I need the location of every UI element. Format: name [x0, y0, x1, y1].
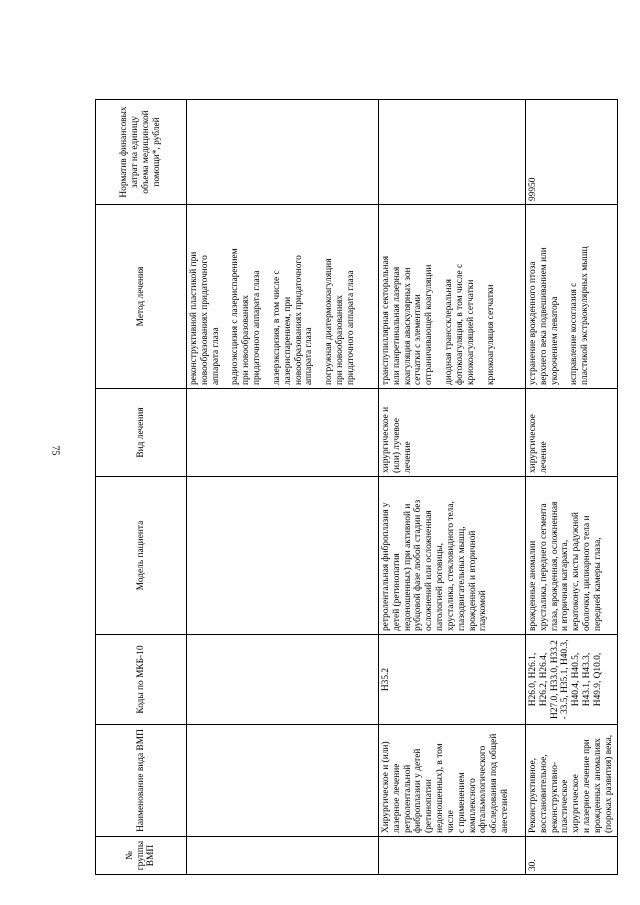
method-item: реконструктивной пластикой при новообразованиях придаточного аппарата глаза — [189, 251, 221, 385]
norm-cell: 99950 — [526, 100, 618, 205]
header-norm: Норматив финансовых затрат на единицу объема медицинской помощи*, рублей — [96, 100, 187, 205]
method-item: исправление косоглазия с пластикой экстраокулярных мышц — [569, 246, 591, 385]
page-number: 75 — [49, 445, 61, 456]
header-type: Вид лечения — [96, 389, 187, 477]
icd-codes-cell: H26.0, H26.1, H26.2, H26.4, H27.0, H33.0, H33.2 - 33.5, H35.1, H40.3, H40.4, H40.5, H43.1, H43.3, H49.9, Q10.0, — [526, 635, 618, 725]
header-model: Модель пациента — [96, 477, 187, 635]
group-number-cell: 30. — [526, 837, 618, 875]
vmp-name-cell: Реконструктивное, восстановительное, реконструктивно- пластическое хирургическое и лазерное лечение при врожденных аномалиях (пороках развития) века, — [526, 725, 618, 837]
method-item: транспупиллярная секторальная или панретинальная лазерная коагуляция аваскулярных зон сетчатки с элементами отграничивающей коагуляции — [381, 255, 435, 385]
table-row — [379, 100, 526, 875]
method-item: устранение врожденного птоза верхнего века подвешиванием или укорочением леватора — [528, 247, 560, 385]
header-group: № группы ВМП — [96, 837, 187, 875]
method-item: погружная диатермокоагуляция при новообразованиях придаточного аппарата глаза — [324, 258, 356, 385]
patient-model-cell: врожденные аномалии хрусталика, переднего сегмента глаза, врожденная, осложненная и вторичная катаракта, кератоконус, кисты радужной оболочки, цилиарного тела и передней камеры глаза, — [526, 477, 618, 635]
method-cell — [526, 205, 618, 389]
treatment-type-cell: хирургическое и (или) лучевое лечение — [379, 389, 526, 477]
table-row — [187, 100, 379, 875]
method-item: криокоагуляция сетчатки — [485, 284, 496, 385]
vmp-table — [95, 99, 618, 875]
table-header-row — [96, 100, 187, 875]
table-row — [526, 100, 618, 875]
header-name: Наименование вида ВМП — [96, 725, 187, 837]
header-codes: Коды по МКБ-10 — [96, 635, 187, 725]
method-item: радиоэксцизия с лазериспарением при новообразованиях придаточного аппарата глаза — [230, 248, 263, 385]
method-cell — [187, 205, 379, 389]
icd-codes-cell: H35.2 — [379, 635, 526, 725]
treatment-type-cell: хирургическое лечение — [526, 389, 618, 477]
patient-model-cell: ретролентальная фиброплазия у детей (ретинопатия недоношенных) при активной и рубцовой фазе любой стадии без осложнений или осложненная патологией роговицы, хрусталика, стекловидного тела, глазодвигательных мышц, врожденной и вторичной глаукомой — [379, 477, 526, 635]
header-method: Метод лечения — [96, 205, 187, 389]
method-cell — [379, 205, 526, 389]
vmp-name-cell: Хирургическое и (или) лазерное лечение ретролентальной фиброплазии у детей (ретинопатии недоношенных), в том числе с применением комплексного офтальмологического обследования под общей анестезией — [379, 725, 526, 837]
method-item: лазерэксцизия, в том числе с лазериспарением, при новообразованиях придаточного аппарата глаза — [271, 255, 315, 385]
method-item: диодная транссклеральная фотокоагуляция, в том числе с криокоагуляцией сетчатки — [444, 263, 476, 385]
rotated-table-sheet — [95, 100, 614, 875]
